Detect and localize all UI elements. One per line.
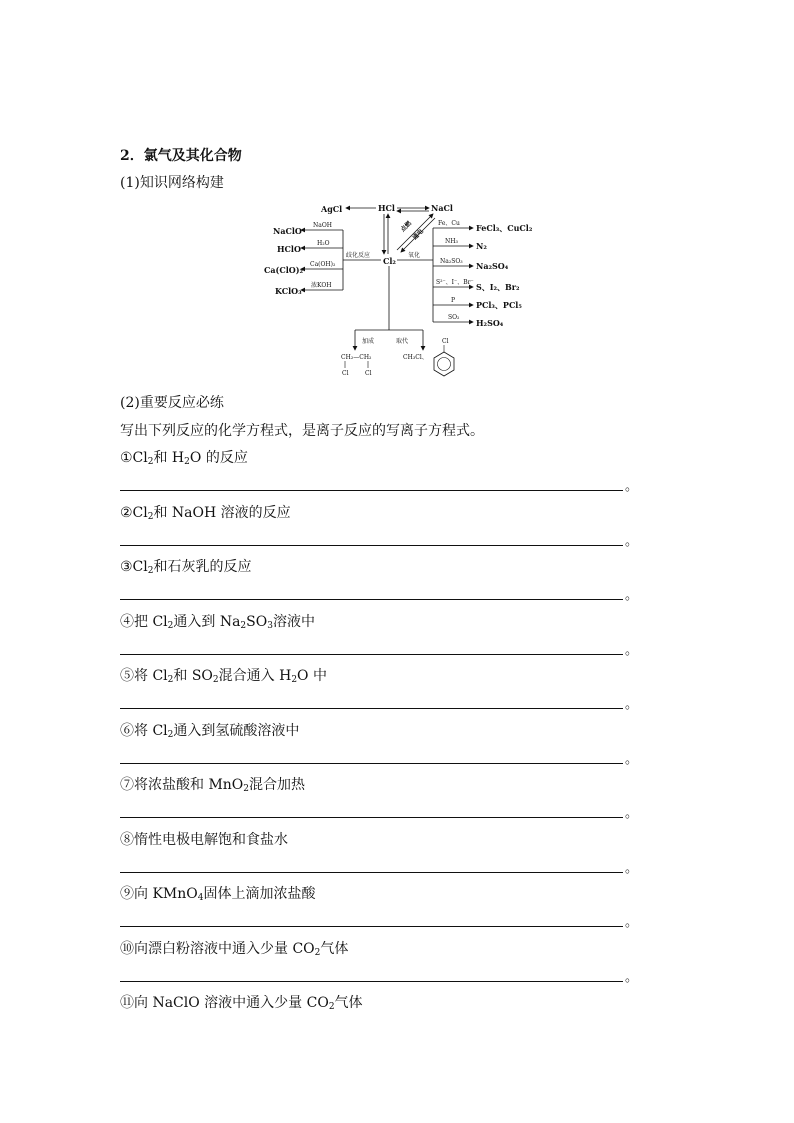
right-reagent: Fe、Cu	[438, 220, 460, 227]
right-product: PCl₃、PCl₅	[476, 300, 522, 310]
left-reagent: NaOH	[313, 222, 332, 229]
answer-line[interactable]	[120, 763, 623, 764]
cl2-center: Cl₂	[383, 256, 396, 266]
answer-terminator: 。	[625, 806, 639, 821]
part2-title: (2)重要反应必练	[120, 395, 224, 411]
left-product: KClO₃	[275, 286, 302, 296]
left-product: NaClO	[273, 226, 302, 236]
right-reagent: Na₂SO₃	[440, 258, 463, 265]
section-title: 2．氯气及其化合物	[120, 148, 242, 164]
right-reagent: SO₂	[448, 314, 460, 321]
right-product: Na₂SO₄	[476, 261, 509, 271]
right-product: H₂SO₄	[476, 318, 504, 328]
question-item: $③Cl_2$和石灰乳的反应	[120, 559, 252, 576]
answer-line[interactable]	[120, 981, 623, 982]
answer-terminator: 。	[625, 588, 639, 603]
answer-line[interactable]	[120, 545, 623, 546]
benzene-ring-icon	[434, 352, 454, 376]
answer-terminator: 。	[625, 479, 639, 494]
addition-label: 加成	[362, 338, 375, 345]
question-item: $②Cl_2$和 NaOH 溶液的反应	[120, 504, 291, 522]
left-product: Ca(ClO)₂	[264, 265, 303, 275]
answer-terminator: 。	[625, 860, 639, 876]
dichloroethane-formula: CH₂—CH₂	[341, 354, 372, 361]
right-reagent: S²⁻、I⁻、Br⁻	[436, 279, 474, 286]
electrolysis-label: 通电	[411, 227, 425, 242]
question-item: ⑦将浓盐酸和 MnO$_2$混合加热	[120, 777, 306, 794]
answer-terminator: 。	[625, 642, 639, 658]
answer-line[interactable]	[120, 708, 623, 709]
benzene-ring-circle-icon	[438, 358, 451, 371]
question-item: ⑨向 KMnO$_4$固体上滴加浓盐酸	[120, 886, 316, 903]
question-item: ④把 $Cl_2$通入到 $Na_2SO_3$溶液中	[120, 613, 315, 631]
question-item: $①Cl_2$和 $H_2O$ 的反应	[120, 450, 248, 467]
chlorobenzene-cl: Cl	[442, 338, 449, 345]
answer-line[interactable]	[120, 817, 623, 818]
answer-line[interactable]	[120, 599, 623, 600]
disproportionation-label: 歧化反应	[346, 252, 371, 259]
answer-terminator: 。	[625, 969, 639, 985]
answer-terminator: 。	[625, 533, 639, 549]
left-reagent: H₂O	[317, 240, 330, 247]
chlorine-substituent: Cl	[342, 370, 349, 377]
chloromethane-formula: CH₃Cl、	[403, 354, 428, 361]
nacl-label: NaCl	[431, 203, 453, 213]
question-item: ⑥将 $Cl_2$通入到氢硫酸溶液中	[120, 722, 300, 740]
answer-line[interactable]	[120, 926, 623, 927]
substitution-label: 取代	[396, 338, 409, 345]
part1-title: (1)知识网络构建	[120, 175, 224, 191]
answer-terminator: 。	[625, 915, 639, 930]
answer-terminator: 。	[625, 751, 639, 767]
question-item: ⑧惰性电极电解饱和食盐水	[120, 831, 288, 848]
right-product: FeCl₃、CuCl₂	[476, 223, 533, 233]
right-reagent: NH₃	[445, 238, 458, 245]
left-product: HClO	[277, 244, 301, 254]
ignite-label: 点燃	[399, 219, 413, 234]
right-product: S、I₂、Br₂	[476, 282, 520, 292]
answer-line[interactable]	[120, 490, 623, 491]
right-reagent: P	[451, 297, 456, 304]
left-reagent: 浓KOH	[311, 282, 332, 289]
question-item: ⑩向漂白粉溶液中通入少量 $CO_2$气体	[120, 940, 349, 958]
question-item: ⑤将 $Cl_2$和 $SO_2$混合通入 $H_2O$ 中	[120, 668, 327, 685]
answer-terminator: 。	[625, 697, 639, 712]
answer-line[interactable]	[120, 654, 623, 655]
chlorine-substituent: Cl	[365, 370, 372, 377]
question-item: ⑪向 NaClO 溶液中通入少量 $CO_2$气体	[120, 995, 363, 1012]
agcl-label: AgCl	[321, 204, 343, 214]
hcl-label: HCl	[378, 203, 395, 213]
right-product: N₂	[476, 241, 487, 251]
left-reagent: Ca(OH)₂	[310, 261, 336, 268]
answer-line[interactable]	[120, 872, 623, 873]
instruction: 写出下列反应的化学方程式，是离子反应的写离子方程式。	[120, 423, 484, 439]
oxidation-label: 氧化	[408, 252, 421, 259]
chlorine-knowledge-network-diagram	[255, 192, 555, 392]
